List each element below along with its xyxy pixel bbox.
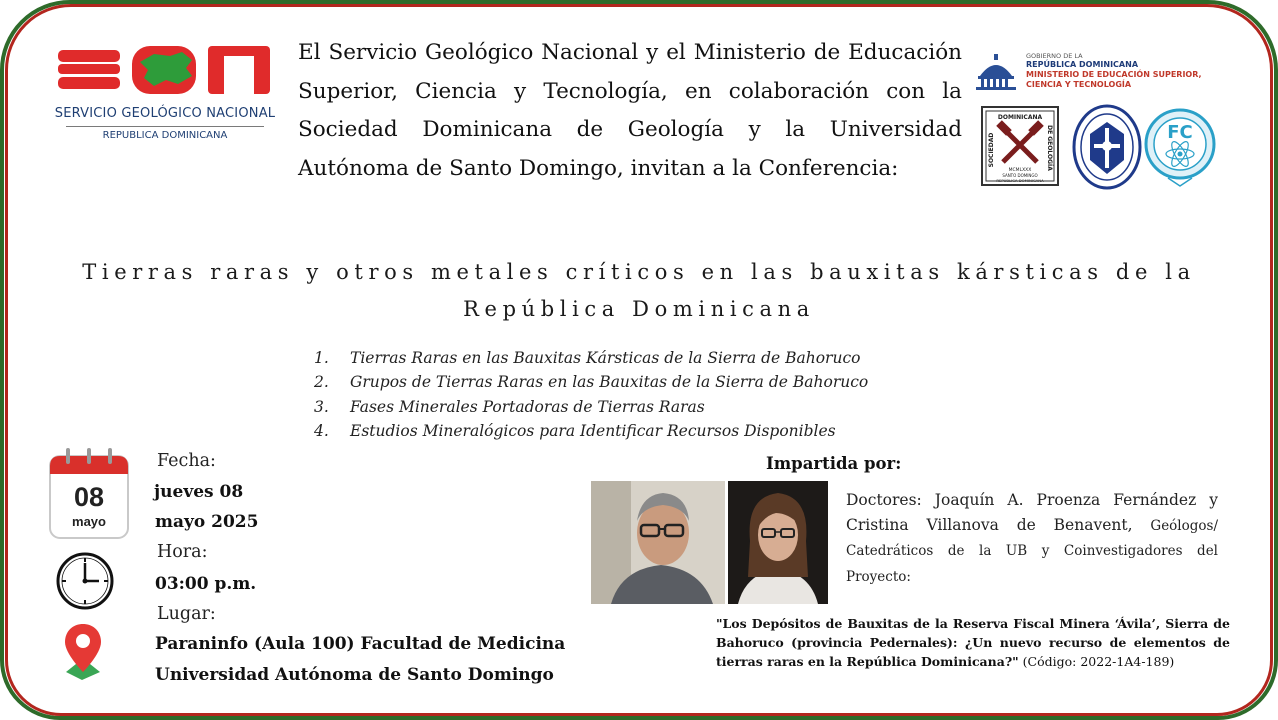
topic-item bbox=[312, 370, 952, 394]
topic-number: 2. bbox=[314, 373, 329, 392]
uasd-seal bbox=[1072, 104, 1142, 190]
venue-line-1: Paraninfo (Aula 100) Facultad de Medicina bbox=[155, 634, 566, 654]
topic-number: 4. bbox=[314, 421, 329, 440]
sdg-city: SANTO DOMINGO bbox=[1002, 173, 1038, 178]
topic-text: Estudios Mineralógicos para Identificar Recursos Disponibles bbox=[350, 421, 836, 440]
topic-number: 3. bbox=[314, 397, 329, 416]
location-pin-icon bbox=[62, 622, 104, 682]
gov-line-3: MINISTERIO DE EDUCACIÓN SUPERIOR, CIENCIA Y TECNOLOGÍA bbox=[1026, 70, 1202, 89]
speakers-description bbox=[846, 488, 1218, 589]
topic-text: Fases Minerales Portadoras de Tierras Raras bbox=[350, 397, 705, 416]
speakers-heading: Impartida por: bbox=[766, 454, 902, 473]
venue-line-2: Universidad Autónoma de Santo Domingo bbox=[155, 665, 554, 685]
gov-line-1: GOBIERNO DE LA bbox=[1026, 52, 1083, 60]
topic-item bbox=[312, 346, 952, 370]
sgn-divider bbox=[66, 126, 264, 127]
speakers-roles: Geólogos/ Catedráticos de la UB y Coinvestigadores del Proyecto: bbox=[846, 517, 1218, 585]
time-label: Hora: bbox=[157, 542, 208, 562]
sgn-country: REPUBLICA DOMINICANA bbox=[102, 130, 228, 141]
clock-icon bbox=[56, 552, 114, 610]
topic-text: Tierras Raras en las Bauxitas Kársticas de la Sierra de Bahoruco bbox=[350, 349, 861, 367]
date-month-year: mayo 2025 bbox=[155, 512, 259, 532]
sdg-left-text: SOCIEDAD bbox=[988, 132, 995, 168]
topic-text: Grupos de Tierras Raras en las Bauxitas de la Sierra de Bahoruco bbox=[350, 373, 869, 392]
sdg-right-text: DE GEOLOGÍA bbox=[1046, 125, 1053, 171]
sgn-name: SERVICIO GEOLÓGICO NACIONAL bbox=[54, 106, 276, 121]
date-label: Fecha: bbox=[157, 451, 216, 471]
sociedad-geologia-seal bbox=[981, 106, 1059, 186]
sdg-top-text: DOMINICANA bbox=[997, 114, 1043, 121]
speaker-photo-man bbox=[591, 481, 725, 604]
speaker-photo-woman bbox=[728, 481, 828, 604]
conference-title: Tierras raras y otros metales críticos en las bauxitas kársticas de la República Dominicana bbox=[82, 260, 1196, 321]
speakers-names: Doctores: Joaquín A. Proenza Fernández y Cristina Villanova de Benavent, bbox=[846, 491, 1218, 534]
topics-list bbox=[312, 346, 952, 443]
topic-number: 1. bbox=[314, 349, 329, 367]
project-description bbox=[716, 614, 1230, 671]
sgn-logo bbox=[54, 40, 276, 144]
calendar-day: 08 bbox=[73, 482, 105, 512]
project-title: "Los Depósitos de Bauxitas de la Reserva Fiscal Minera ‘Ávila’, Sierra de Bahoruco (provincia Pedernales): ¿Un nuevo recurso de elementos de tierras raras en la República Dominicana?" bbox=[716, 616, 1230, 669]
sgn-mark-icon bbox=[58, 44, 272, 96]
time-value: 03:00 p.m. bbox=[155, 574, 257, 594]
venue-label: Lugar: bbox=[157, 604, 216, 624]
sdg-country: REPÚBLICA DOMINICANA bbox=[996, 178, 1044, 183]
ministry-logo bbox=[972, 48, 1242, 96]
facultad-ciencias-seal bbox=[1144, 102, 1216, 188]
topic-item bbox=[312, 419, 952, 443]
intro-paragraph: El Servicio Geológico Nacional y el Ministerio de Educación Superior, Ciencia y Tecnología, en colaboración con la Sociedad Dominicana de Geología y la Universidad Autónoma de Santo Domingo, invitan a la Conferencia: bbox=[298, 40, 962, 181]
topic-item bbox=[312, 395, 952, 419]
project-code: (Código: 2022-1A4-189) bbox=[1022, 654, 1175, 669]
fc-initials: FC bbox=[1167, 122, 1193, 143]
gov-line-2: REPÚBLICA DOMINICANA bbox=[1026, 60, 1139, 69]
calendar-icon bbox=[48, 446, 130, 540]
calendar-month: mayo bbox=[72, 514, 106, 529]
date-weekday: jueves 08 bbox=[154, 482, 244, 502]
sdg-year: MCMLXXX bbox=[1008, 168, 1032, 173]
government-dome-icon bbox=[974, 54, 1018, 90]
